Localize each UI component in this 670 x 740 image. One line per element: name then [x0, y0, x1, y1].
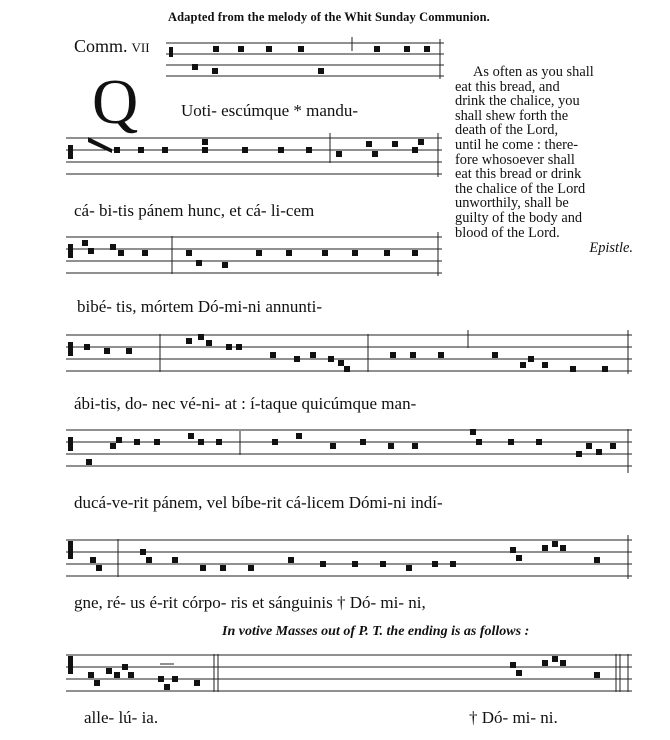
- staff-4: [66, 330, 636, 386]
- staff-7: [66, 650, 636, 706]
- translation-line: eat this bread, and: [455, 78, 560, 95]
- votive-mass-note: In votive Masses out of P. T. the ending is as follows :: [222, 624, 530, 639]
- translation-line: drink the chalice, you: [455, 93, 580, 110]
- translation-line: eat this bread or drink: [455, 166, 582, 183]
- translation-line: guilty of the body and: [455, 209, 583, 226]
- translation-line: death of the Lord,: [455, 122, 559, 139]
- staff-5: [66, 425, 636, 481]
- translation-line: unworthily, shall be: [455, 195, 569, 212]
- scripture-reference: Epistle.: [589, 240, 633, 257]
- lyric-line-7: alle- lú- ia.: [84, 708, 159, 727]
- staff-2: [66, 133, 446, 189]
- translation-line: the chalice of the Lord: [455, 180, 586, 197]
- page-header: Adapted from the melody of the Whit Sunday Communion.: [168, 10, 490, 24]
- chant-mode: VII: [131, 40, 150, 55]
- lyric-line-6: gne, ré- us é-rit córpo- ris et sánguinis † Dó- mi- ni,: [74, 593, 426, 612]
- chant-type: Comm.: [74, 36, 128, 56]
- lyric-line-4: ábi-tis, do- nec vé-ni- at : í-taque quicúmque man-: [74, 394, 417, 413]
- lyric-line-1: Uoti- escúmque * mandu-: [181, 101, 359, 120]
- translation-sidebar: [455, 65, 633, 256]
- lyric-line-5: ducá-ve-rit pánem, vel bíbe-rit cá-licem Dómi-ni indí-: [74, 493, 443, 512]
- translation-line: blood of the Lord.: [455, 224, 560, 241]
- translation-line: fore whosoever shall: [455, 151, 575, 168]
- translation-line: shall shew forth the: [455, 107, 569, 124]
- lyric-line-2: cá- bi-tis pánem hunc, et cá- li-cem: [74, 201, 315, 220]
- chant-label: [74, 36, 150, 57]
- lyric-line-3: bibé- tis, mórtem Dó-mi-ni annunti-: [77, 297, 323, 316]
- drop-cap-initial: Q: [92, 66, 139, 137]
- lyric-line-8: † Dó- mi- ni.: [469, 708, 558, 727]
- staff-6: [66, 535, 636, 591]
- staff-3: [66, 232, 446, 288]
- staff-1: [166, 37, 446, 87]
- translation-line: As often as you shall: [473, 64, 594, 80]
- translation-line: until he come : there-: [455, 136, 579, 153]
